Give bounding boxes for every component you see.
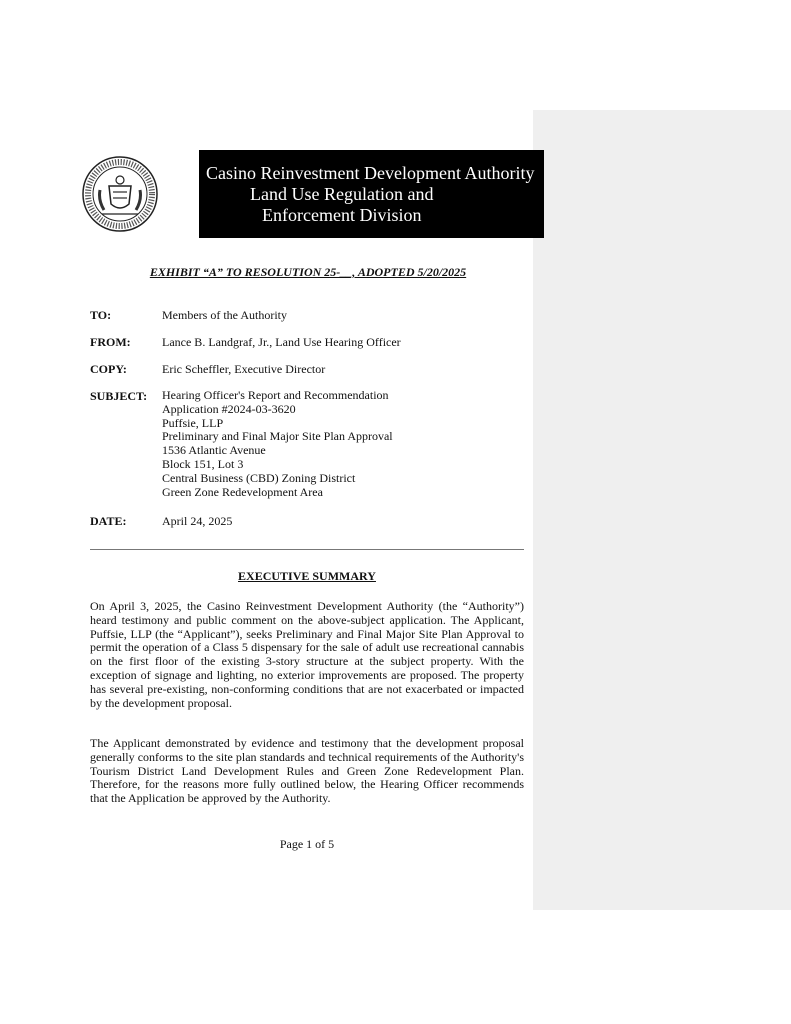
executive-summary-title: EXECUTIVE SUMMARY: [238, 569, 376, 583]
subject-line: Block 151, Lot 3: [162, 456, 244, 471]
to-label: TO:: [90, 308, 112, 322]
state-seal-icon: [82, 156, 158, 232]
division-banner: [199, 150, 544, 238]
page-number: Page 1 of 5: [279, 837, 335, 851]
date-label: DATE:: [90, 514, 127, 528]
banner-line-2: Land Use Regulation and: [250, 184, 434, 204]
copy-value: Eric Scheffler, Executive Director: [162, 362, 326, 376]
subject-line: 1536 Atlantic Avenue: [162, 443, 266, 458]
subject-line: Application #2024-03-3620: [162, 401, 296, 416]
subject-block: [162, 389, 393, 499]
banner-line-3: Enforcement Division: [262, 205, 422, 225]
copy-label: COPY:: [90, 362, 127, 376]
section-divider: [90, 549, 524, 550]
subject-line: Green Zone Redevelopment Area: [162, 484, 323, 499]
subject-line: Hearing Officer's Report and Recommendation: [162, 388, 389, 402]
comment-sidebar: [533, 110, 791, 910]
banner-line-1: Casino Reinvestment Development Authority: [206, 163, 535, 183]
subject-line: Preliminary and Final Major Site Plan Approval: [162, 429, 393, 444]
summary-paragraph-1: On April 3, 2025, the Casino Reinvestment Development Authority (the “Authority”) heard testimony and public comment on the above-subject application. The Applicant, Puffsie, LLP (the “Applicant”), seeks Preliminary and Final Major Site Plan Approval to permit the operation of a Class 5 dispensary for the sale of adult use recreational cannabis on the first floor of the existing 3-story structure at the subject property. With the exception of signage and lighting, no exterior improvements are proposed. The property has several pre-existing, non-conforming conditions that are not exacerbated or impacted by the development proposal.: [90, 599, 524, 710]
subject-label: SUBJECT:: [90, 389, 148, 403]
summary-paragraph-2: The Applicant demonstrated by evidence and testimony that the development proposal generally conforms to the site plan standards and technical requirements of the Authority's Tourism District Land Development Rules and Green Zone Redevelopment Plan. Therefore, for the reasons more fully outlined below, the Hearing Officer recommends that the Application be approved by the Authority.: [90, 736, 524, 806]
from-label: FROM:: [90, 335, 131, 349]
date-value: April 24, 2025: [162, 514, 233, 528]
to-value: Members of the Authority: [162, 308, 287, 322]
from-value: Lance B. Landgraf, Jr., Land Use Hearing Officer: [162, 335, 401, 349]
subject-line: Puffsie, LLP: [162, 415, 224, 430]
subject-line: Central Business (CBD) Zoning District: [162, 470, 356, 485]
exhibit-heading: EXHIBIT “A” TO RESOLUTION 25-__, ADOPTED 5/20/2025: [149, 265, 467, 279]
